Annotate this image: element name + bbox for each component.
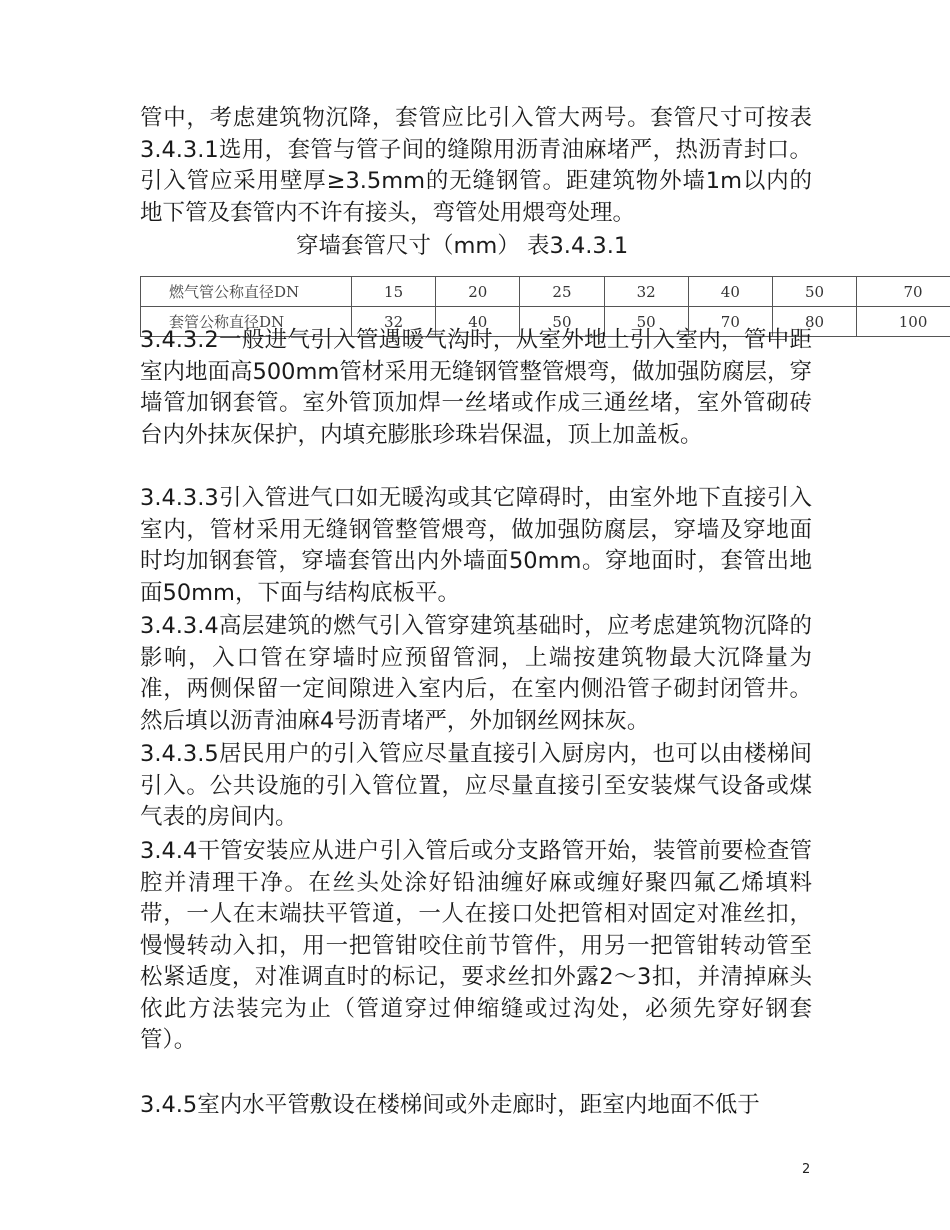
paragraph-3-4-4: 3.4.4干管安装应从进户引入管后或分支路管开始，装管前要检查管腔并清理干净。在丝头处涂好铅油缠好麻或缠好聚四氟乙烯填料带，一人在末端扶平管道，一人在接口处把管相对固定对准丝扣，慢慢转动入扣，用一把管钳咬住前节管件，用另一把管钳转动管至松紧适度，对准调直时的标记，要求丝扣外露2～3扣，并清掉麻头依此方法装完为止（管道穿过伸缩缝或过沟处，必须先穿好钢套管）。 [140,838,812,1053]
page-number: 2 [802,1162,811,1177]
table-cell: 15 [352,277,436,307]
paragraph-3-4-3-2: 3.4.3.2一般进气引入管遇暖气沟时，从室外地上引入室内，管中距室内地面高500mm管材采用无缝钢管整管煨弯，做加强防腐层，穿墙管加钢套管。室外管顶加焊一丝堵或作成三通丝堵，室外管砌砖台内外抹灰保护，内填充膨胀珍珠岩保温，顶上加盖板。 [140,327,812,448]
table-cell: 32 [352,307,436,337]
paragraph-intro: 管中，考虑建筑物沉降，套管应比引入管大两号。套管尺寸可按表3.4.3.1选用，套管与管子间的缝隙用沥青油麻堵严，热沥青封口。引入管应采用壁厚≥3.5mm的无缝钢管。距建筑物外墙1m以内的地下管及套管内不许有接头，弯管处用煨弯处理。 [140,105,812,226]
table-cell: 70 [857,277,950,307]
table-cell: 50 [772,277,856,307]
paragraph-3-4-3-4: 3.4.3.4高层建筑的燃气引入管穿建筑基础时，应考虑建筑物沉降的影响，入口管在穿墙时应预留管洞，上端按建筑物最大沉降量为准，两侧保留一定间隙进入室内后，在室内侧沿管子砌封闭管井。然后填以沥青油麻4号沥青堵严，外加钢丝网抹灰。 [140,613,812,734]
table-cell: 50 [520,307,604,337]
table-cell: 25 [520,277,604,307]
table-cell: 32 [604,277,688,307]
paragraph-3-4-3-5: 3.4.3.5居民用户的引入管应尽量直接引入厨房内，也可以由楼梯间引入。公共设施的引入管位置，应尽量直接引至安装煤气设备或煤气表的房间内。 [140,741,812,830]
table-cell: 20 [436,277,520,307]
table-caption: 穿墙套管尺寸（mm） 表3.4.3.1 [296,233,629,259]
row-header-sleeve-dn: 套管公称直径DN [141,307,352,337]
table-cell: 100 [857,307,950,337]
table-cell: 50 [604,307,688,337]
table-cell: 70 [688,307,772,337]
paragraph-3-4-3-3: 3.4.3.3引入管进气口如无暖沟或其它障碍时，由室外地下直接引入室内，管材采用无缝钢管整管煨弯，做加强防腐层，穿墙及穿地面时均加钢套管，穿墙套管出内外墙面50mm。穿地面时，套管出地面50mm，下面与结构底板平。 [140,485,812,606]
table-cell: 80 [772,307,856,337]
paragraph-3-4-5: 3.4.5室内水平管敷设在楼梯间或外走廊时，距室内地面不低于 [140,1092,760,1118]
table-cell: 40 [688,277,772,307]
row-header-gas-pipe-dn: 燃气管公称直径DN [141,277,352,307]
table-cell: 40 [436,307,520,337]
table-row [141,277,950,307]
